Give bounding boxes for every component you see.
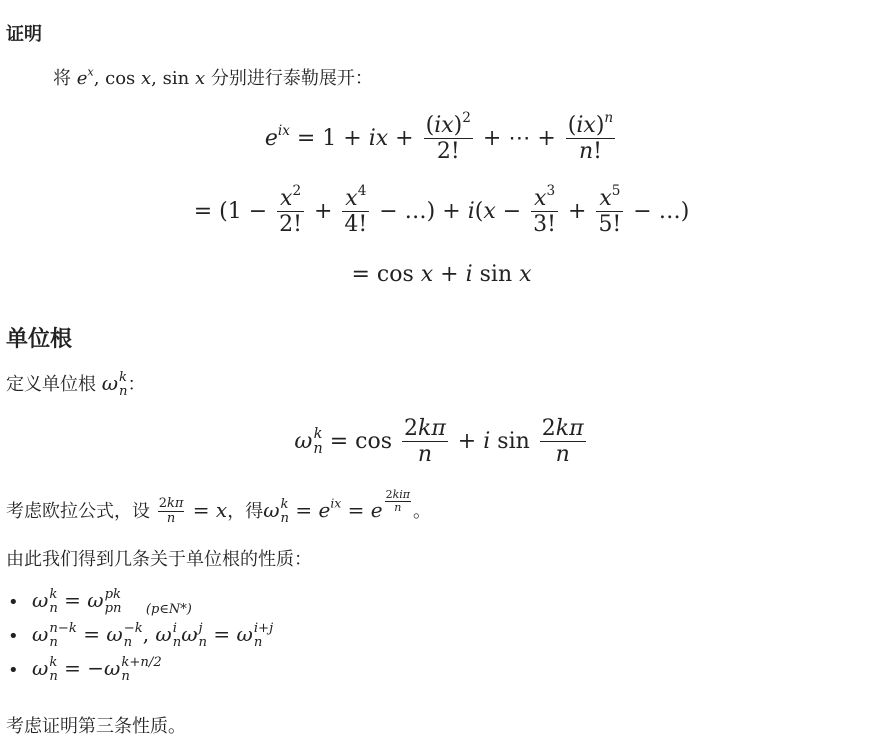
taylor-equation-line-1: $e^{ix} = 1$ + ix + $\frac{(ix)^2}{2!}$ + ⋯ + $\frac{(ix)^n}{n!}$: [264, 109, 614, 165]
taylor-intro: 将 $e^x$, cos x, sin x 分别进行泰勒展开：: [53, 65, 373, 89]
root-definition-equation: ω k n = cos $\frac{2k\pi}{n}$ + i sin $\frac{2k\pi}{n}$: [294, 416, 584, 468]
euler-line: 考虑欧拉公式，设 $\frac{2k\pi}{n}$ = x，得ω k n = $e^{ix} = e$ $\frac{\text{2kiπ}}{n}$ 。: [6, 487, 432, 526]
list-item: • ω n−k n = ω −k n , ω i n ω j n = ω i+j n: [32, 622, 273, 656]
roots-heading: 单位根: [6, 327, 73, 352]
article: [6, 0, 877, 736]
list-item: • ω k n = ω pk pn $_{(p\in N*)}$: [32, 588, 273, 622]
properties-list: [6, 588, 273, 690]
list-item: • ω k n = −ω k+n/2 n: [32, 656, 273, 690]
taylor-equation-line-3: = cos x + i sin x: [351, 262, 532, 287]
last-line: 考虑证明第三条性质。: [6, 716, 186, 737]
property-condition: (p∈N*): [145, 602, 192, 617]
properties-intro: 由此我们得到几条关于单位根的性质：: [6, 549, 312, 570]
define-line: 定义单位根 ω k n ：: [6, 370, 146, 399]
taylor-equation-line-2: = (1 − $\frac{x^2}{2!}$ + $\frac{x^4}{4!}$ − …) + i(x − $\frac{x^3}{3!}$ + $\frac{x^5}{5!}$ − …): [193, 182, 690, 238]
proof-heading: 证明: [6, 24, 42, 45]
